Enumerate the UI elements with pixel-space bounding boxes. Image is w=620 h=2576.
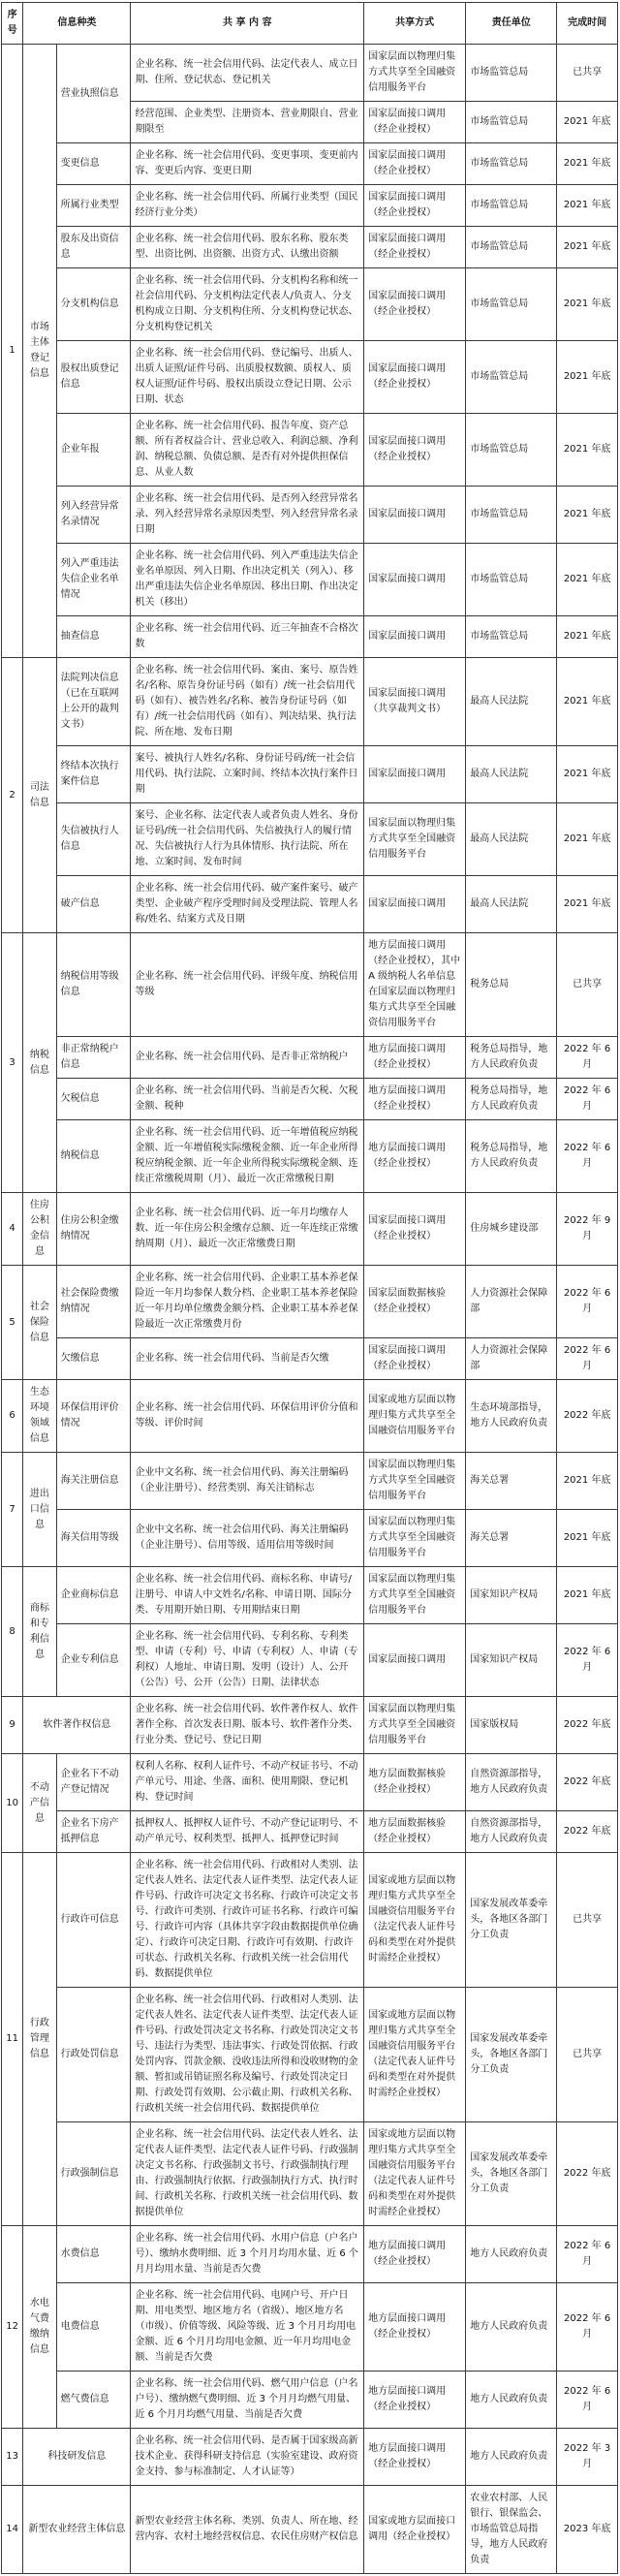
unit-cell: 海关总署 [466, 1510, 557, 1567]
content-cell: 企业名称、统一社会信用代码、股东名称、股东类型、出资比例、出资额、出资方式、认缴出资额 [131, 227, 364, 268]
table-row [2, 487, 618, 544]
unit-cell: 国家知识产权局 [466, 1567, 557, 1624]
type-cell: 行政许可信息 [56, 1853, 131, 1988]
category-cell: 住房公积金信息 [23, 1193, 56, 1266]
unit-cell: 市场监管总局 [466, 544, 557, 616]
method-cell: 地方层面接口调用（经企业授权） [364, 2283, 466, 2372]
type-cell: 燃气费信息 [56, 2372, 131, 2429]
type-cell: 终结本次执行案件信息 [56, 746, 131, 803]
type-cell: 欠缴信息 [56, 1338, 131, 1380]
type-cell: 水费信息 [56, 2226, 131, 2283]
table-row [2, 1624, 618, 1697]
method-cell: 地方层面数据核验（经企业授权） [364, 1754, 466, 1811]
type-cell: 营业执照信息 [56, 45, 131, 143]
unit-cell: 地方人民政府负责 [466, 2429, 557, 2486]
type-cell: 企业专利信息 [56, 1624, 131, 1697]
time-cell: 2022 年 6 月 [557, 1120, 618, 1193]
content-cell: 企业名称、统一社会信用代码、商标名称、申请号/注册号、申请人中文姓名/名称、申请日期、国际分类、专用期开始日期、专用期结束日期 [131, 1567, 364, 1624]
header-category: 信息种类 [23, 3, 131, 45]
category-cell: 行政管理信息 [23, 1853, 56, 2226]
header-method: 共享方式 [364, 3, 466, 45]
time-cell: 2022 年 6 月 [557, 2226, 618, 2283]
unit-cell: 海关总署 [466, 1453, 557, 1510]
content-cell: 新型农业经营主体名称、类别、负责人、所在地、经营内容、农村土地经营权信息、农民住房财产权信息 [131, 2486, 364, 2574]
time-cell: 2021 年底 [557, 1453, 618, 1510]
content-cell: 权利人名称、权利人证件号、不动产权证书号、不动产单元号、用途、坐落、面积、使用期限、登记机构、登记时间 [131, 1754, 364, 1811]
unit-cell: 市场监管总局 [466, 414, 557, 487]
table-row [2, 1193, 618, 1266]
time-cell: 2022 年底 [557, 1754, 618, 1811]
time-cell: 2021 年底 [557, 876, 618, 933]
method-cell: 国家层面数据核验（经企业授权） [364, 1266, 466, 1338]
time-cell: 已共享 [557, 1853, 618, 1988]
time-cell: 2021 年底 [557, 746, 618, 803]
unit-cell: 地方人民政府负责 [466, 2226, 557, 2283]
time-cell: 2022 年底 [557, 1697, 618, 1754]
type-cell: 破产信息 [56, 876, 131, 933]
method-cell: 国家或地方层面以物理归集方式共享至全国融资信用服务平台（法定代表人证件号码和类型在对外提供时需经企业授权） [364, 1988, 466, 2122]
type-cell: 社会保险费缴纳情况 [56, 1266, 131, 1338]
type-cell: 非正常纳税户信息 [56, 1037, 131, 1079]
table-row [2, 1853, 618, 1988]
unit-cell: 市场监管总局 [466, 45, 557, 102]
content-cell: 企业名称、统一社会信用代码、燃气用户信息（户名户号）、缴纳燃气费明细、近 3 个月月均燃气用量、近 6 个月月均燃气用量、当前是否欠费 [131, 2372, 364, 2429]
method-cell: 地方层面接口调用（经企业授权） [364, 2372, 466, 2429]
unit-cell: 最高人民法院 [466, 658, 557, 746]
content-cell: 企业名称、统一社会信用代码、行政相对人类别、法定代表人姓名、法定代表人证件类型、法定代表人证件号码、行政许可决定文书名称、行政许可决定文书号、行政许可类别、行政许可证书名称、行政许可编号、行政许可内容（具体共享字段由数据提供单位确定）、行政许可决定日期、行政许可有效期、行政许可状态、行政机关名称、行政机关统一社会信用代码、数据提供单位 [131, 1853, 364, 1988]
content-cell: 企业名称、统一社会信用代码、行政相对人类别、法定代表人姓名、法定代表人证件类型、法定代表人证件号码、行政处罚决定文书名称、行政处罚决定文书号、违法行为类型、违法事实、行政处罚依据、行政处罚内容、罚款金额、没收违法所得和没收财物的金额、暂扣或吊销证照名称及编号、行政处罚决定日期、行政处罚有效期、公示截止期、行政机关名称、行政机关统一社会信用代码、数据提供单位 [131, 1988, 364, 2122]
unit-cell: 税务总局指导，地方人民政府负责 [466, 1120, 557, 1193]
content-cell: 企业名称、统一社会信用代码、列入严重违法失信企业名单原因、列入日期、作出决定机关（列入）、移出严重违法失信企业名单原因、移出日期、作出决定机关（移出） [131, 544, 364, 616]
header-content: 共 享 内 容 [131, 3, 364, 45]
content-cell: 经营范围、企业类型、注册资本、营业期限自、营业期限至 [131, 102, 364, 143]
table-row [2, 1079, 618, 1120]
method-cell: 国家或地方层面以物理归集方式共享至全国融资信用服务平台（法定代表人证件号码和类型在对外提供时需经企业授权） [364, 1853, 466, 1988]
time-cell: 2022 年底 [557, 1380, 618, 1453]
method-cell: 地方层面接口调用（经企业授权），其中 A 级纳税人名单信息在国家层面以物理归集方式共享至全国融资信用服务平台 [364, 933, 466, 1037]
unit-cell: 市场监管总局 [466, 616, 557, 658]
method-cell: 国家层面接口调用（经企业授权） [364, 102, 466, 143]
unit-cell: 国家版权局 [466, 1697, 557, 1754]
content-cell: 企业名称、统一社会信用代码、近一年月均缴存人数、近一年住房公积金缴存总额、近一年连续正常缴纳周期（月）、最近一次正常缴费日期 [131, 1193, 364, 1266]
content-cell: 企业名称、统一社会信用代码、是否非正常纳税户 [131, 1037, 364, 1079]
time-cell: 2021 年底 [557, 414, 618, 487]
type-cell: 列入严重违法失信企业名单情况 [56, 544, 131, 616]
row-number-cell: 8 [2, 1567, 23, 1697]
time-cell: 2022 年 6 月 [557, 2283, 618, 2372]
time-cell: 2021 年底 [557, 616, 618, 658]
type-cell: 海关注册信息 [56, 1453, 131, 1510]
category-cell: 市场主体登记信息 [23, 45, 56, 658]
category-cell: 司法信息 [23, 658, 56, 933]
content-cell: 抵押权人、抵押权人证件号、不动产登记证明号、不动产单元号、权利类型、抵押人、抵押登记时间 [131, 1811, 364, 1853]
table-row [2, 746, 618, 803]
table-row [2, 2226, 618, 2283]
unit-cell: 自然资源部指导，地方人民政府负责 [466, 1811, 557, 1853]
content-cell: 企业名称、统一社会信用代码、环保信用评价分值和等级、评价时间 [131, 1380, 364, 1453]
unit-cell: 市场监管总局 [466, 341, 557, 414]
method-cell: 国家层面接口调用（共享裁判文书） [364, 658, 466, 746]
table-row [2, 1120, 618, 1193]
time-cell: 2022 年 6 月 [557, 1079, 618, 1120]
method-cell: 地方层面接口调用（经企业授权） [364, 2429, 466, 2486]
unit-cell: 地方人民政府负责 [466, 2372, 557, 2429]
unit-cell: 市场监管总局 [466, 487, 557, 544]
table-row [2, 143, 618, 185]
content-cell: 企业名称、统一社会信用代码、登记编号、出质人、出质人证照/证件号码、出质股权数额、质权人、质权人证照/证件号码、股权出质设立登记日期、公示日期、状态 [131, 341, 364, 414]
row-number-cell: 3 [2, 933, 23, 1193]
unit-cell: 国家发展改革委牵头，各地区各部门分工负责 [466, 1988, 557, 2122]
content-cell: 企业名称、统一社会信用代码、法定代表人姓名、法定代表人证件类型、法定代表人证件号码、行政强制决定文书名称、行政强制文书号、行政强制执行理由、行政强制执行依据、行政强制执行方式、执行时间、行政机关名称、行政机关统一社会信用代码、数据提供单位 [131, 2122, 364, 2226]
time-cell: 2022 年 6 月 [557, 1338, 618, 1380]
content-cell: 案号、企业名称、法定代表人或者负责人姓名、身份证号码/统一社会信用代码、失信被执行人的履行情况、失信被执行人行为具体情形、执行法院、所在地、立案时间、发布时间 [131, 803, 364, 876]
row-number-cell: 4 [2, 1193, 23, 1266]
type-cell: 行政处罚信息 [56, 1988, 131, 2122]
type-cell: 分支机构信息 [56, 268, 131, 341]
type-cell: 纳税信用等级信息 [56, 933, 131, 1037]
time-cell: 2022 年 6 月 [557, 2372, 618, 2429]
unit-cell: 住房城乡建设部 [466, 1193, 557, 1266]
category-cell: 纳税信息 [23, 933, 56, 1193]
method-cell: 国家层面接口调用（经企业授权） [364, 185, 466, 227]
unit-cell: 人力资源社会保障部 [466, 1338, 557, 1380]
method-cell: 国家层面以物理归集方式共享至全国融资信用服务平台 [364, 45, 466, 102]
table-row [2, 268, 618, 341]
unit-cell: 市场监管总局 [466, 102, 557, 143]
unit-cell: 生态环境部指导，地方人民政府负责 [466, 1380, 557, 1453]
method-cell: 国家层面接口调用 [364, 876, 466, 933]
type-cell: 企业名下房产抵押信息 [56, 1811, 131, 1853]
time-cell: 2022 年底 [557, 1811, 618, 1853]
method-cell: 国家或地方层面接口调用（经企业授权） [364, 2486, 466, 2574]
time-cell: 2021 年底 [557, 227, 618, 268]
category-cell: 新型农业经营主体信息 [23, 2486, 131, 2574]
method-cell: 国家层面接口调用 [364, 487, 466, 544]
unit-cell: 人力资源社会保障部 [466, 1266, 557, 1338]
time-cell: 2021 年底 [557, 487, 618, 544]
method-cell: 地方层面接口调用（经企业授权） [364, 2226, 466, 2283]
content-cell: 企业中文名称、统一社会信用代码、海关注册编码（企业注册号）、经营类别、海关注销标志 [131, 1453, 364, 1510]
method-cell: 国家层面接口调用 [364, 1624, 466, 1697]
table-row [2, 227, 618, 268]
unit-cell: 市场监管总局 [466, 185, 557, 227]
content-cell: 企业名称、统一社会信用代码、分支机构名称和统一社会信用代码、分支机构法定代表人/负责人、分支机构成立日期、分支机构住所、分支机构登记状态、分支机构登记机关 [131, 268, 364, 341]
type-cell: 股东及出资信息 [56, 227, 131, 268]
content-cell: 企业名称、统一社会信用代码、近三年抽查不合格次数 [131, 616, 364, 658]
method-cell: 国家层面接口调用（经企业授权） [364, 143, 466, 185]
category-cell: 不动产信息 [23, 1754, 56, 1853]
table-row [2, 616, 618, 658]
row-number-cell: 9 [2, 1697, 23, 1754]
type-cell: 欠税信息 [56, 1079, 131, 1120]
row-number-cell: 7 [2, 1453, 23, 1567]
table-row [2, 1453, 618, 1510]
method-cell: 国家层面接口调用 [364, 746, 466, 803]
table-row [2, 1266, 618, 1338]
table-row [2, 1338, 618, 1380]
table-row [2, 341, 618, 414]
time-cell: 已共享 [557, 45, 618, 102]
table-row [2, 2283, 618, 2372]
row-number-cell: 10 [2, 1754, 23, 1853]
method-cell: 国家层面接口调用（经企业授权） [364, 1338, 466, 1380]
table-row [2, 933, 618, 1037]
table-row [2, 1037, 618, 1079]
method-cell: 国家层面接口调用 [364, 616, 466, 658]
category-cell: 商标和专利信息 [23, 1567, 56, 1697]
time-cell: 2021 年底 [557, 1567, 618, 1624]
header-unit: 责任单位 [466, 3, 557, 45]
type-cell: 海关信用等级 [56, 1510, 131, 1567]
table-row [2, 544, 618, 616]
info-sharing-table [1, 2, 618, 2574]
content-cell: 企业名称、统一社会信用代码、所属行业类型（国民经济行业分类） [131, 185, 364, 227]
time-cell: 2022 年 6 月 [557, 1266, 618, 1338]
type-cell: 环保信用评价情况 [56, 1380, 131, 1453]
category-cell: 进出口信息 [23, 1453, 56, 1567]
content-cell: 企业名称、统一社会信用代码、软件著作权人、软件著作全称、首次发表日期、版本号、软件著作分类、行业分类、登记号、登记日期 [131, 1697, 364, 1754]
content-cell: 企业名称、统一社会信用代码、企业职工基本养老保险近一年月均参保人数分档、企业职工基本养老保险近一年月均单位缴费金额分档、企业职工基本养老保险最近一次正常缴费月份 [131, 1266, 364, 1338]
time-cell: 2021 年底 [557, 341, 618, 414]
content-cell: 企业名称、统一社会信用代码、是否列入经营异常名录、列入经营异常名录原因类型、列入经营异常名录日期 [131, 487, 364, 544]
type-cell: 失信被执行人信息 [56, 803, 131, 876]
time-cell: 2022 年 3 月 [557, 2429, 618, 2486]
time-cell: 2021 年底 [557, 803, 618, 876]
content-cell: 企业名称、统一社会信用代码、报告年度、资产总额、所有者权益合计、营业总收入、利润总额、净利润、纳税总额、负债总额、是否有对外提供担保信息、从业人数 [131, 414, 364, 487]
time-cell: 2021 年底 [557, 185, 618, 227]
table-row [2, 1754, 618, 1811]
content-cell: 企业名称、统一社会信用代码、评级年度、纳税信用等级 [131, 933, 364, 1037]
content-cell: 企业中文名称、统一社会信用代码、海关注册编码（企业注册号）、信用等级、适用信用等级时间 [131, 1510, 364, 1567]
table-row [2, 2372, 618, 2429]
row-number-cell: 11 [2, 1853, 23, 2226]
method-cell: 国家层面以物理归集方式共享至全国融资信用服务平台 [364, 803, 466, 876]
category-cell: 生态环境领域信息 [23, 1380, 56, 1453]
type-cell: 企业年报 [56, 414, 131, 487]
content-cell: 企业名称、统一社会信用代码、当前是否欠缴 [131, 1338, 364, 1380]
unit-cell: 税务总局指导，地方人民政府负责 [466, 1079, 557, 1120]
table-row [2, 1988, 618, 2122]
unit-cell: 农业农村部、人民银行、银保监会、市场监管总局指导，地方人民政府负责 [466, 2486, 557, 2574]
time-cell: 已共享 [557, 933, 618, 1037]
unit-cell: 税务总局指导，地方人民政府负责 [466, 1037, 557, 1079]
time-cell: 2022 年 6 月 [557, 1037, 618, 1079]
method-cell: 国家层面接口调用（经企业授权） [364, 227, 466, 268]
content-cell: 企业名称、统一社会信用代码、水用户信息（户名户号）、缴纳水费明细、近 3 个月月均用水量、近 6 个月月均用水量、当前是否欠费 [131, 2226, 364, 2283]
table-row [2, 876, 618, 933]
table-row [2, 1697, 618, 1754]
header-row [2, 3, 618, 45]
row-number-cell: 14 [2, 2486, 23, 2574]
type-cell: 抽查信息 [56, 616, 131, 658]
row-number-cell: 1 [2, 45, 23, 658]
method-cell: 国家层面接口调用（经企业授权） [364, 1193, 466, 1266]
table-row [2, 185, 618, 227]
category-cell: 社会保险信息 [23, 1266, 56, 1380]
time-cell: 2021 年底 [557, 102, 618, 143]
table-row [2, 2486, 618, 2574]
table-row [2, 1567, 618, 1624]
unit-cell: 最高人民法院 [466, 746, 557, 803]
time-cell: 2021 年底 [557, 544, 618, 616]
unit-cell: 市场监管总局 [466, 227, 557, 268]
type-cell: 列入经营异常名录情况 [56, 487, 131, 544]
method-cell: 国家层面接口调用（经企业授权） [364, 414, 466, 487]
content-cell: 企业名称、统一社会信用代码、是否属于国家级高新技术企业、获得科研支持信息（实验室建设、政府资金支持、参与标准制定、人才认证等） [131, 2429, 364, 2486]
method-cell: 地方层面数据核验（经企业授权） [364, 1811, 466, 1853]
method-cell: 国家层面以物理归集方式共享至全国融资信用服务平台 [364, 1567, 466, 1624]
time-cell: 2022 年 6 月 [557, 1624, 618, 1697]
unit-cell: 国家发展改革委牵头，各地区各部门分工负责 [466, 1853, 557, 1988]
type-cell: 所属行业类型 [56, 185, 131, 227]
method-cell: 国家层面接口调用（经企业授权） [364, 268, 466, 341]
table-row [2, 1380, 618, 1453]
method-cell: 国家层面以物理归集方式共享至全国融资信用服务平台 [364, 1510, 466, 1567]
method-cell: 国家层面接口调用 [364, 544, 466, 616]
content-cell: 企业名称、统一社会信用代码、破产案件案号、破产类型、企业破产程序受理时间及受理法院、管理人名称/姓名、结案方式及日期 [131, 876, 364, 933]
type-cell: 住房公积金缴纳情况 [56, 1193, 131, 1266]
method-cell: 国家或地方层面以物理归集方式共享至全国融资信用服务平台（法定代表人证件号码和类型在对外提供时需经企业授权） [364, 2122, 466, 2226]
type-cell: 变更信息 [56, 143, 131, 185]
unit-cell: 国家知识产权局 [466, 1624, 557, 1697]
time-cell: 2023 年底 [557, 2486, 618, 2574]
header-no: 序号 [2, 3, 23, 45]
unit-cell: 自然资源部指导，地方人民政府负责 [466, 1754, 557, 1811]
unit-cell: 市场监管总局 [466, 143, 557, 185]
method-cell: 地方层面接口调用（经企业授权） [364, 1037, 466, 1079]
time-cell: 已共享 [557, 1988, 618, 2122]
table-row [2, 1811, 618, 1853]
table-row [2, 658, 618, 746]
time-cell: 2022 年底 [557, 2122, 618, 2226]
table-row [2, 45, 618, 102]
table-row [2, 2122, 618, 2226]
content-cell: 企业名称、统一社会信用代码、电网户号、开户日期、用电类型、地区地方名（省级）、地区地方名（市级）、价值等级、风险等级、近 3 个月月均用电金额、近 6 个月月均用电金额、近一年月均用电金额、当前是否欠费 [131, 2283, 364, 2372]
row-number-cell: 12 [2, 2226, 23, 2429]
row-number-cell: 6 [2, 1380, 23, 1453]
row-number-cell: 2 [2, 658, 23, 933]
content-cell: 企业名称、统一社会信用代码、专利名称、专利类型、申请（专利）号、申请（专利权）人、申请（专利权）人地址、申请日期、发明（设计）人、公开（公告）号、公开（公告）日期、法律状态 [131, 1624, 364, 1697]
method-cell: 国家或地方层面以物理归集方式共享至全国融资信用服务平台 [364, 1380, 466, 1453]
type-cell: 电费信息 [56, 2283, 131, 2372]
row-number-cell: 13 [2, 2429, 23, 2486]
unit-cell: 最高人民法院 [466, 876, 557, 933]
method-cell: 地方层面接口调用（经企业授权） [364, 1120, 466, 1193]
method-cell: 国家层面以物理归集方式共享至全国融资信用服务平台 [364, 1697, 466, 1754]
content-cell: 企业名称、统一社会信用代码、法定代表人、成立日期、住所、登记状态、登记机关 [131, 45, 364, 102]
unit-cell: 国家发展改革委牵头，各地区各部门分工负责 [466, 2122, 557, 2226]
time-cell: 2021 年底 [557, 658, 618, 746]
header-time: 完成时间 [557, 3, 618, 45]
type-cell: 纳税信息 [56, 1120, 131, 1193]
type-cell: 企业商标信息 [56, 1567, 131, 1624]
content-cell: 企业名称、统一社会信用代码、变更事项、变更前内容、变更后内容、变更日期 [131, 143, 364, 185]
table-row [2, 2429, 618, 2486]
content-cell: 企业名称、统一社会信用代码、当前是否欠税、欠税金额、税种 [131, 1079, 364, 1120]
unit-cell: 地方人民政府负责 [466, 2283, 557, 2372]
type-cell: 法院判决信息（已在互联网上公开的裁判文书） [56, 658, 131, 746]
method-cell: 国家层面接口调用（经企业授权） [364, 341, 466, 414]
table-row [2, 803, 618, 876]
category-cell: 软件著作权信息 [23, 1697, 131, 1754]
type-cell: 行政强制信息 [56, 2122, 131, 2226]
category-cell: 水电气费缴纳信息 [23, 2226, 56, 2429]
category-cell: 科技研发信息 [23, 2429, 131, 2486]
type-cell: 企业名下不动产登记情况 [56, 1754, 131, 1811]
unit-cell: 税务总局 [466, 933, 557, 1037]
content-cell: 案号、被执行人姓名/名称、身份证号码/统一社会信用代码、执行法院、立案时间、终结本次执行案件日期 [131, 746, 364, 803]
time-cell: 2021 年底 [557, 143, 618, 185]
time-cell: 2021 年底 [557, 268, 618, 341]
content-cell: 企业名称、统一社会信用代码、案由、案号、原告姓名/名称、原告身份证号码（如有）/统一社会信用代码（如有）、被告姓名/名称、被告身份证号码（如有）/统一社会信用代码（如有）、判决结果、执行法院、所在地、发布日期 [131, 658, 364, 746]
time-cell: 2021 年底 [557, 1510, 618, 1567]
method-cell: 地方层面接口调用（经企业授权） [364, 1079, 466, 1120]
type-cell: 股权出质登记信息 [56, 341, 131, 414]
content-cell: 企业名称、统一社会信用代码、近一年增值税应纳税金额、近一年增值税实际缴税金额、近一年企业所得税应纳税金额、近一年企业所得税实际缴税金额、连续正常缴税周期（月）、最近一次正常缴税日期 [131, 1120, 364, 1193]
unit-cell: 市场监管总局 [466, 268, 557, 341]
table-row [2, 414, 618, 487]
table-row [2, 1510, 618, 1567]
method-cell: 国家层面以物理归集方式共享至全国融资信用服务平台 [364, 1453, 466, 1510]
row-number-cell: 5 [2, 1266, 23, 1380]
time-cell: 2022 年 9 月 [557, 1193, 618, 1266]
unit-cell: 最高人民法院 [466, 803, 557, 876]
